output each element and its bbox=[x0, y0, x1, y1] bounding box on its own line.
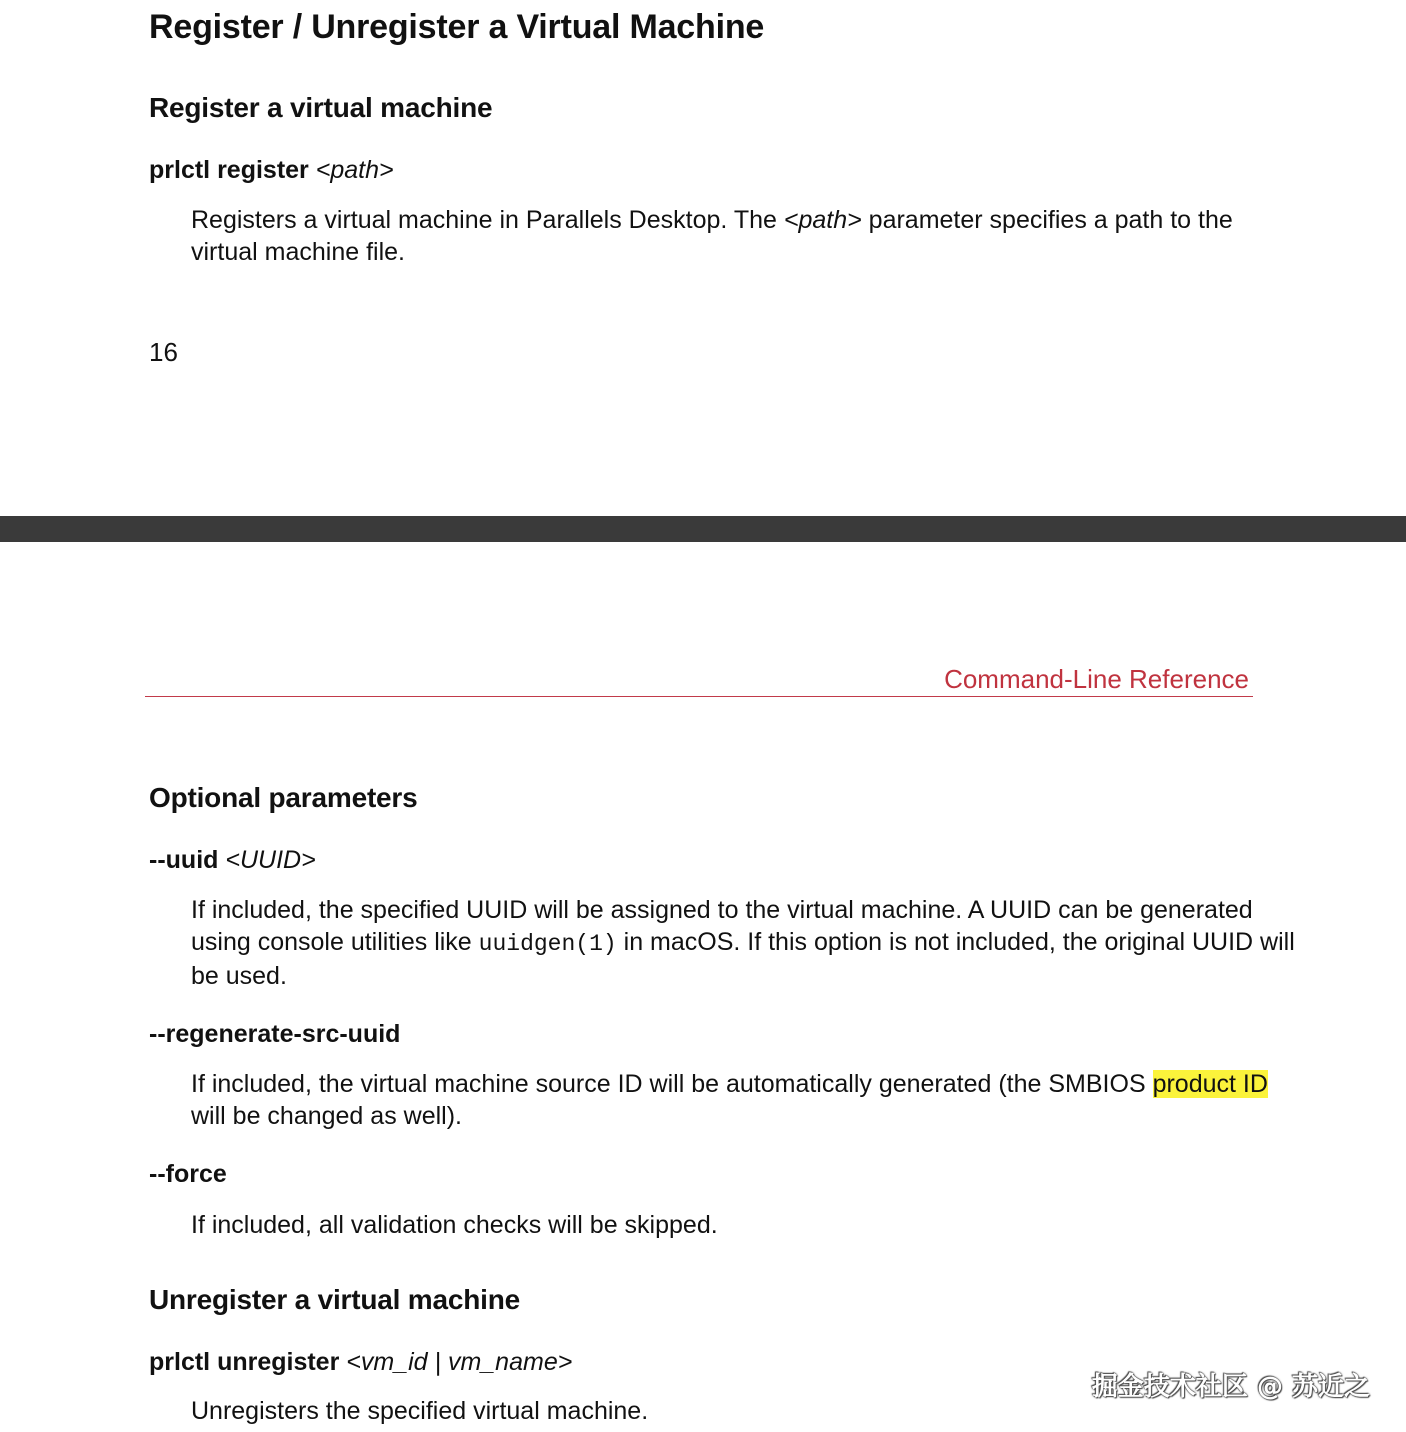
register-command bbox=[149, 156, 394, 185]
unregister-heading: Unregister a virtual machine bbox=[149, 1284, 520, 1315]
register-desc-part2: parameter specifies a path to the virtual machine file. bbox=[191, 206, 1233, 266]
uuid-desc-part2: in macOS. If this option is not included, the original UUID will be used. bbox=[191, 928, 1295, 990]
force-option bbox=[149, 1160, 227, 1189]
register-command-arg: <path> bbox=[315, 156, 394, 184]
force-option-name: --force bbox=[149, 1160, 227, 1188]
unregister-command-arg: <vm_id | vm_name> bbox=[346, 1348, 573, 1376]
uuid-desc-part1: If included, the specified UUID will be assigned to the virtual machine. A UUID can be generated using console utilities like bbox=[191, 896, 1253, 956]
uuidgen-code: uuidgen(1) bbox=[478, 931, 617, 957]
register-heading: Register a virtual machine bbox=[149, 92, 493, 123]
force-description: If included, all validation checks will be skipped. bbox=[191, 1211, 718, 1239]
uuid-option-arg: <UUID> bbox=[225, 846, 316, 874]
regenerate-option-name: --regenerate-src-uuid bbox=[149, 1020, 401, 1048]
regenerate-desc-part2: will be changed as well). bbox=[191, 1102, 462, 1130]
register-description bbox=[191, 204, 1281, 268]
regenerate-option bbox=[149, 1020, 400, 1049]
unregister-command-name: prlctl unregister bbox=[149, 1348, 340, 1376]
page-separator bbox=[0, 516, 1406, 542]
regenerate-description bbox=[191, 1068, 1291, 1132]
highlighted-text: product ID bbox=[1152, 1070, 1268, 1098]
section-title: Register / Unregister a Virtual Machine bbox=[149, 8, 765, 46]
uuid-option-name: --uuid bbox=[149, 846, 219, 874]
register-desc-part1: Registers a virtual machine in Parallels Desktop. The bbox=[191, 206, 784, 234]
unregister-description: Unregisters the specified virtual machine. bbox=[191, 1397, 649, 1425]
uuid-description bbox=[191, 894, 1301, 992]
unregister-command bbox=[149, 1348, 572, 1377]
header-rule bbox=[145, 696, 1253, 697]
register-command-name: prlctl register bbox=[149, 156, 309, 184]
optional-parameters-heading: Optional parameters bbox=[149, 782, 418, 813]
register-desc-arg: <path> bbox=[783, 206, 862, 234]
regenerate-desc-part1: If included, the virtual machine source ID will be automatically generated (the SMBIOS bbox=[191, 1070, 1153, 1098]
running-header: Command-Line Reference bbox=[944, 664, 1249, 694]
page-number: 16 bbox=[149, 337, 178, 367]
watermark: 掘金技术社区 @ 苏近之 bbox=[1091, 1372, 1370, 1402]
uuid-option bbox=[149, 846, 316, 875]
